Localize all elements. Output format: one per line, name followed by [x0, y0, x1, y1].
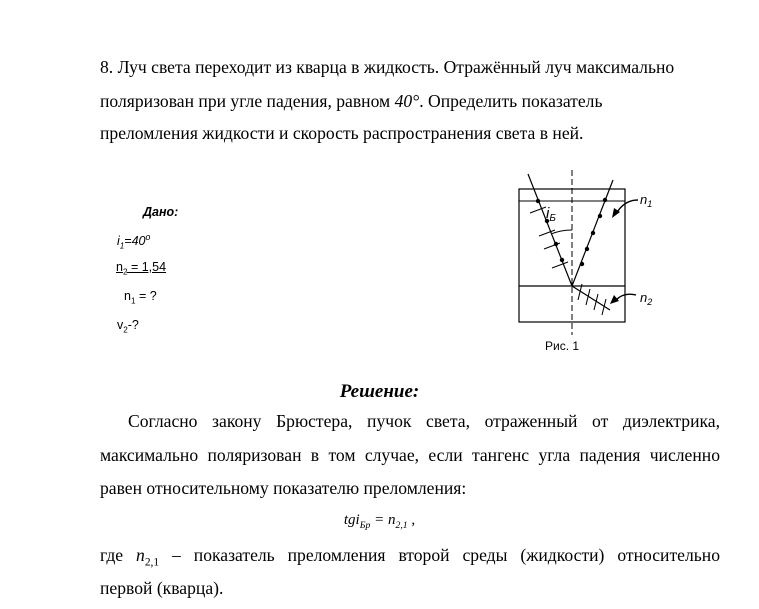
problem-line-2-tail: . Определить показатель [419, 91, 603, 111]
n2-symbol: n [116, 260, 123, 274]
brewster-formula [0, 512, 759, 531]
medium-label-n1: $n_1$ [640, 192, 653, 209]
n2-leader-arrow [610, 295, 619, 304]
p2-where: где [100, 545, 137, 565]
given-title: Дано: [143, 205, 179, 219]
v2-subscript: 2 [123, 325, 128, 335]
given-i1 [117, 232, 150, 251]
v2-symbol: v [117, 318, 124, 332]
solution-p1-line-3: равен относительному показателю преломления: [100, 478, 467, 498]
refracted-polarization-marks [578, 284, 606, 315]
problem-line-2 [100, 91, 602, 112]
problem-line-2-text: поляризован при угле падения, равном [100, 91, 395, 111]
problem-line-1: 8. Луч света переходит из кварца в жидкость. Отражённый луч максимально [100, 57, 675, 77]
problem-line-3: преломления жидкости и скорость распространения света в ней. [100, 123, 584, 143]
solution-p2-line-2: первой (кварца). [100, 578, 224, 598]
given-v2 [117, 318, 139, 335]
i1-symbol: i [117, 234, 120, 249]
brewster-figure [500, 160, 700, 360]
n1-unknown: = ? [135, 289, 157, 303]
v2-unknown: -? [127, 318, 139, 332]
incidence-angle-value: 40° [394, 91, 420, 111]
formula-rhs-subscript: 2,1 [395, 520, 408, 531]
given-n1 [124, 289, 157, 306]
i1-degree: o [145, 232, 151, 242]
i1-value: =40 [124, 234, 146, 249]
n2-value: = 1,54 [127, 260, 167, 274]
formula-eq: = n [370, 512, 396, 528]
p2-text: – показатель преломления второй среды (жидкости) относительно [159, 545, 720, 565]
n2-subscript: 2 [122, 267, 128, 277]
figure-caption: Рис. 1 [545, 339, 580, 353]
n1-symbol: n [124, 289, 131, 303]
formula-lhs: tgi [343, 512, 360, 528]
solution-p1-line-1: Согласно закону Брюстера, пучок света, отраженный от диэлектрика, [128, 411, 720, 431]
formula-lhs-subscript: Бр [359, 520, 371, 531]
p2-symbol: n [136, 545, 145, 565]
solution-p2-line-1 [100, 545, 720, 569]
solution-p1-line-2: максимально поляризован в том случае, если тангенс угла падения численно [100, 445, 720, 465]
n2-leader [616, 294, 636, 300]
i1-subscript: 1 [119, 241, 125, 251]
n1-subscript: 1 [130, 296, 136, 306]
given-n2 [116, 260, 166, 277]
angle-label: $i_Б$ [546, 205, 556, 224]
formula-tail: , [407, 512, 416, 528]
solution-title: Решение: [339, 381, 420, 402]
p2-subscript: 2,1 [144, 556, 160, 569]
medium-label-n2: $n_2$ [640, 290, 653, 307]
